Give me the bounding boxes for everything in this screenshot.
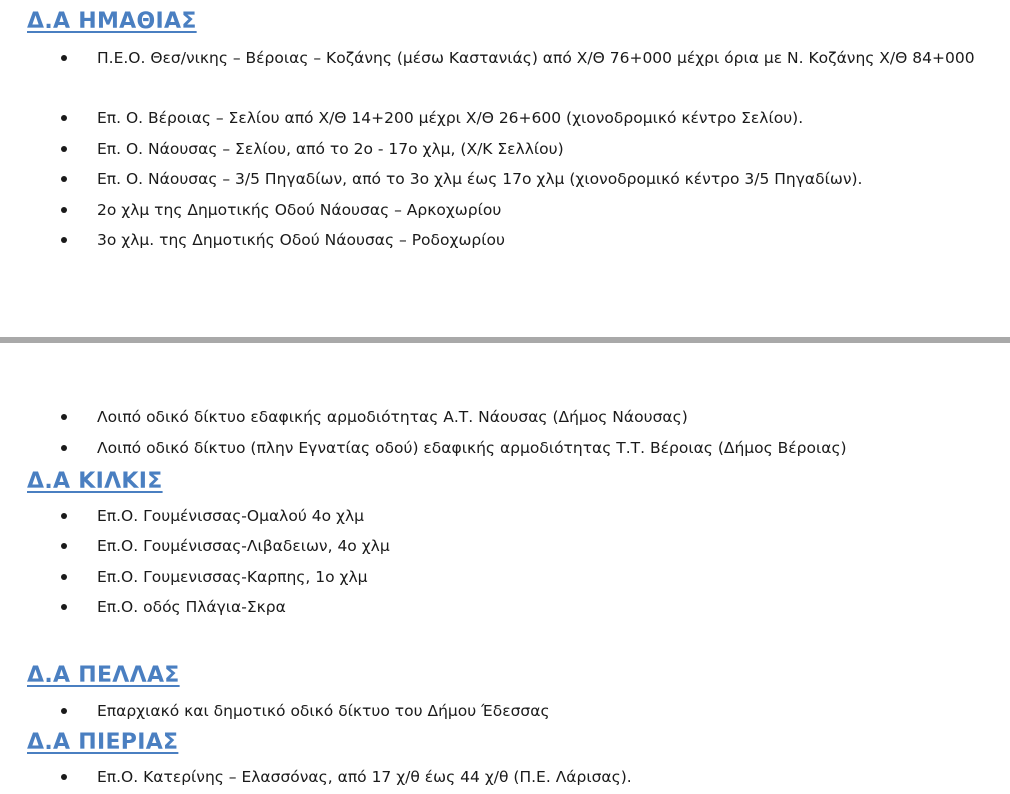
heading-pella: Δ.Α ΠΕΛΛΑΣ	[27, 663, 180, 688]
bullet-icon	[61, 414, 67, 420]
heading-pieria: Δ.Α ΠΙΕΡΙΑΣ	[27, 730, 179, 755]
bullet-icon	[61, 146, 67, 152]
list-item: Λοιπό οδικό δίκτυο (πλην Εγνατίας οδού) εδαφικής αρμοδιότητας Τ.Τ. Βέροιας (Δήμος Βέροιας)	[97, 439, 847, 457]
list-item: Επ. Ο. Νάουσας – 3/5 Πηγαδίων, από το 3ο χλμ έως 17ο χλμ (χιονοδρομικό κέντρο 3/5 Πηγαδίων).	[97, 170, 863, 188]
list-item: Π.Ε.Ο. Θεσ/νικης – Βέροιας – Κοζάνης (μέσω Καστανιάς) από Χ/Θ 76+000 μέχρι όρια με Ν. Κοζάνης Χ/Θ 84+000	[97, 49, 975, 67]
list-item: Επ.Ο. Γουμένισσας-Ομαλού 4ο χλμ	[97, 507, 364, 525]
list-item: Επ.Ο. Κατερίνης – Ελασσόνας, από 17 χ/θ έως 44 χ/θ (Π.Ε. Λάρισας).	[97, 768, 632, 786]
list-item: Λοιπό οδικό δίκτυο εδαφικής αρμοδιότητας Α.Τ. Νάουσας (Δήμος Νάουσας)	[97, 408, 688, 426]
bullet-icon	[61, 574, 67, 580]
list-item: Επ. Ο. Βέροιας – Σελίου από Χ/Θ 14+200 μέχρι Χ/Θ 26+600 (χιονοδρομικό κέντρο Σελίου).	[97, 109, 804, 127]
page-divider	[0, 337, 1010, 343]
list-item: Επ.Ο. Γουμένισσας-Λιβαδειων, 4ο χλμ	[97, 537, 390, 555]
bullet-icon	[61, 237, 67, 243]
list-item: 2ο χλμ της Δημοτικής Οδού Νάουσας – Αρκοχωρίου	[97, 201, 502, 219]
bullet-icon	[61, 604, 67, 610]
bullet-icon	[61, 708, 67, 714]
bullet-icon	[61, 115, 67, 121]
bullet-icon	[61, 176, 67, 182]
list-item: Επ.Ο. Γουμενισσας-Καρπης, 1ο χλμ	[97, 568, 368, 586]
heading-kilkis: Δ.Α ΚΙΛΚΙΣ	[27, 469, 163, 494]
bullet-icon	[61, 774, 67, 780]
list-item: 3ο χλμ. της Δημοτικής Οδού Νάουσας – Ροδοχωρίου	[97, 231, 505, 249]
bullet-icon	[61, 207, 67, 213]
bullet-icon	[61, 445, 67, 451]
list-item: Επ. Ο. Νάουσας – Σελίου, από το 2ο - 17ο χλμ, (Χ/Κ Σελλίου)	[97, 140, 564, 158]
bullet-icon	[61, 55, 67, 61]
bullet-icon	[61, 513, 67, 519]
list-item: Επ.Ο. οδός Πλάγια-Σκρα	[97, 598, 286, 616]
heading-imathia: Δ.Α ΗΜΑΘΙΑΣ	[27, 9, 197, 34]
list-item: Επαρχιακό και δημοτικό οδικό δίκτυο του Δήμου Έδεσσας	[97, 702, 550, 720]
bullet-icon	[61, 543, 67, 549]
